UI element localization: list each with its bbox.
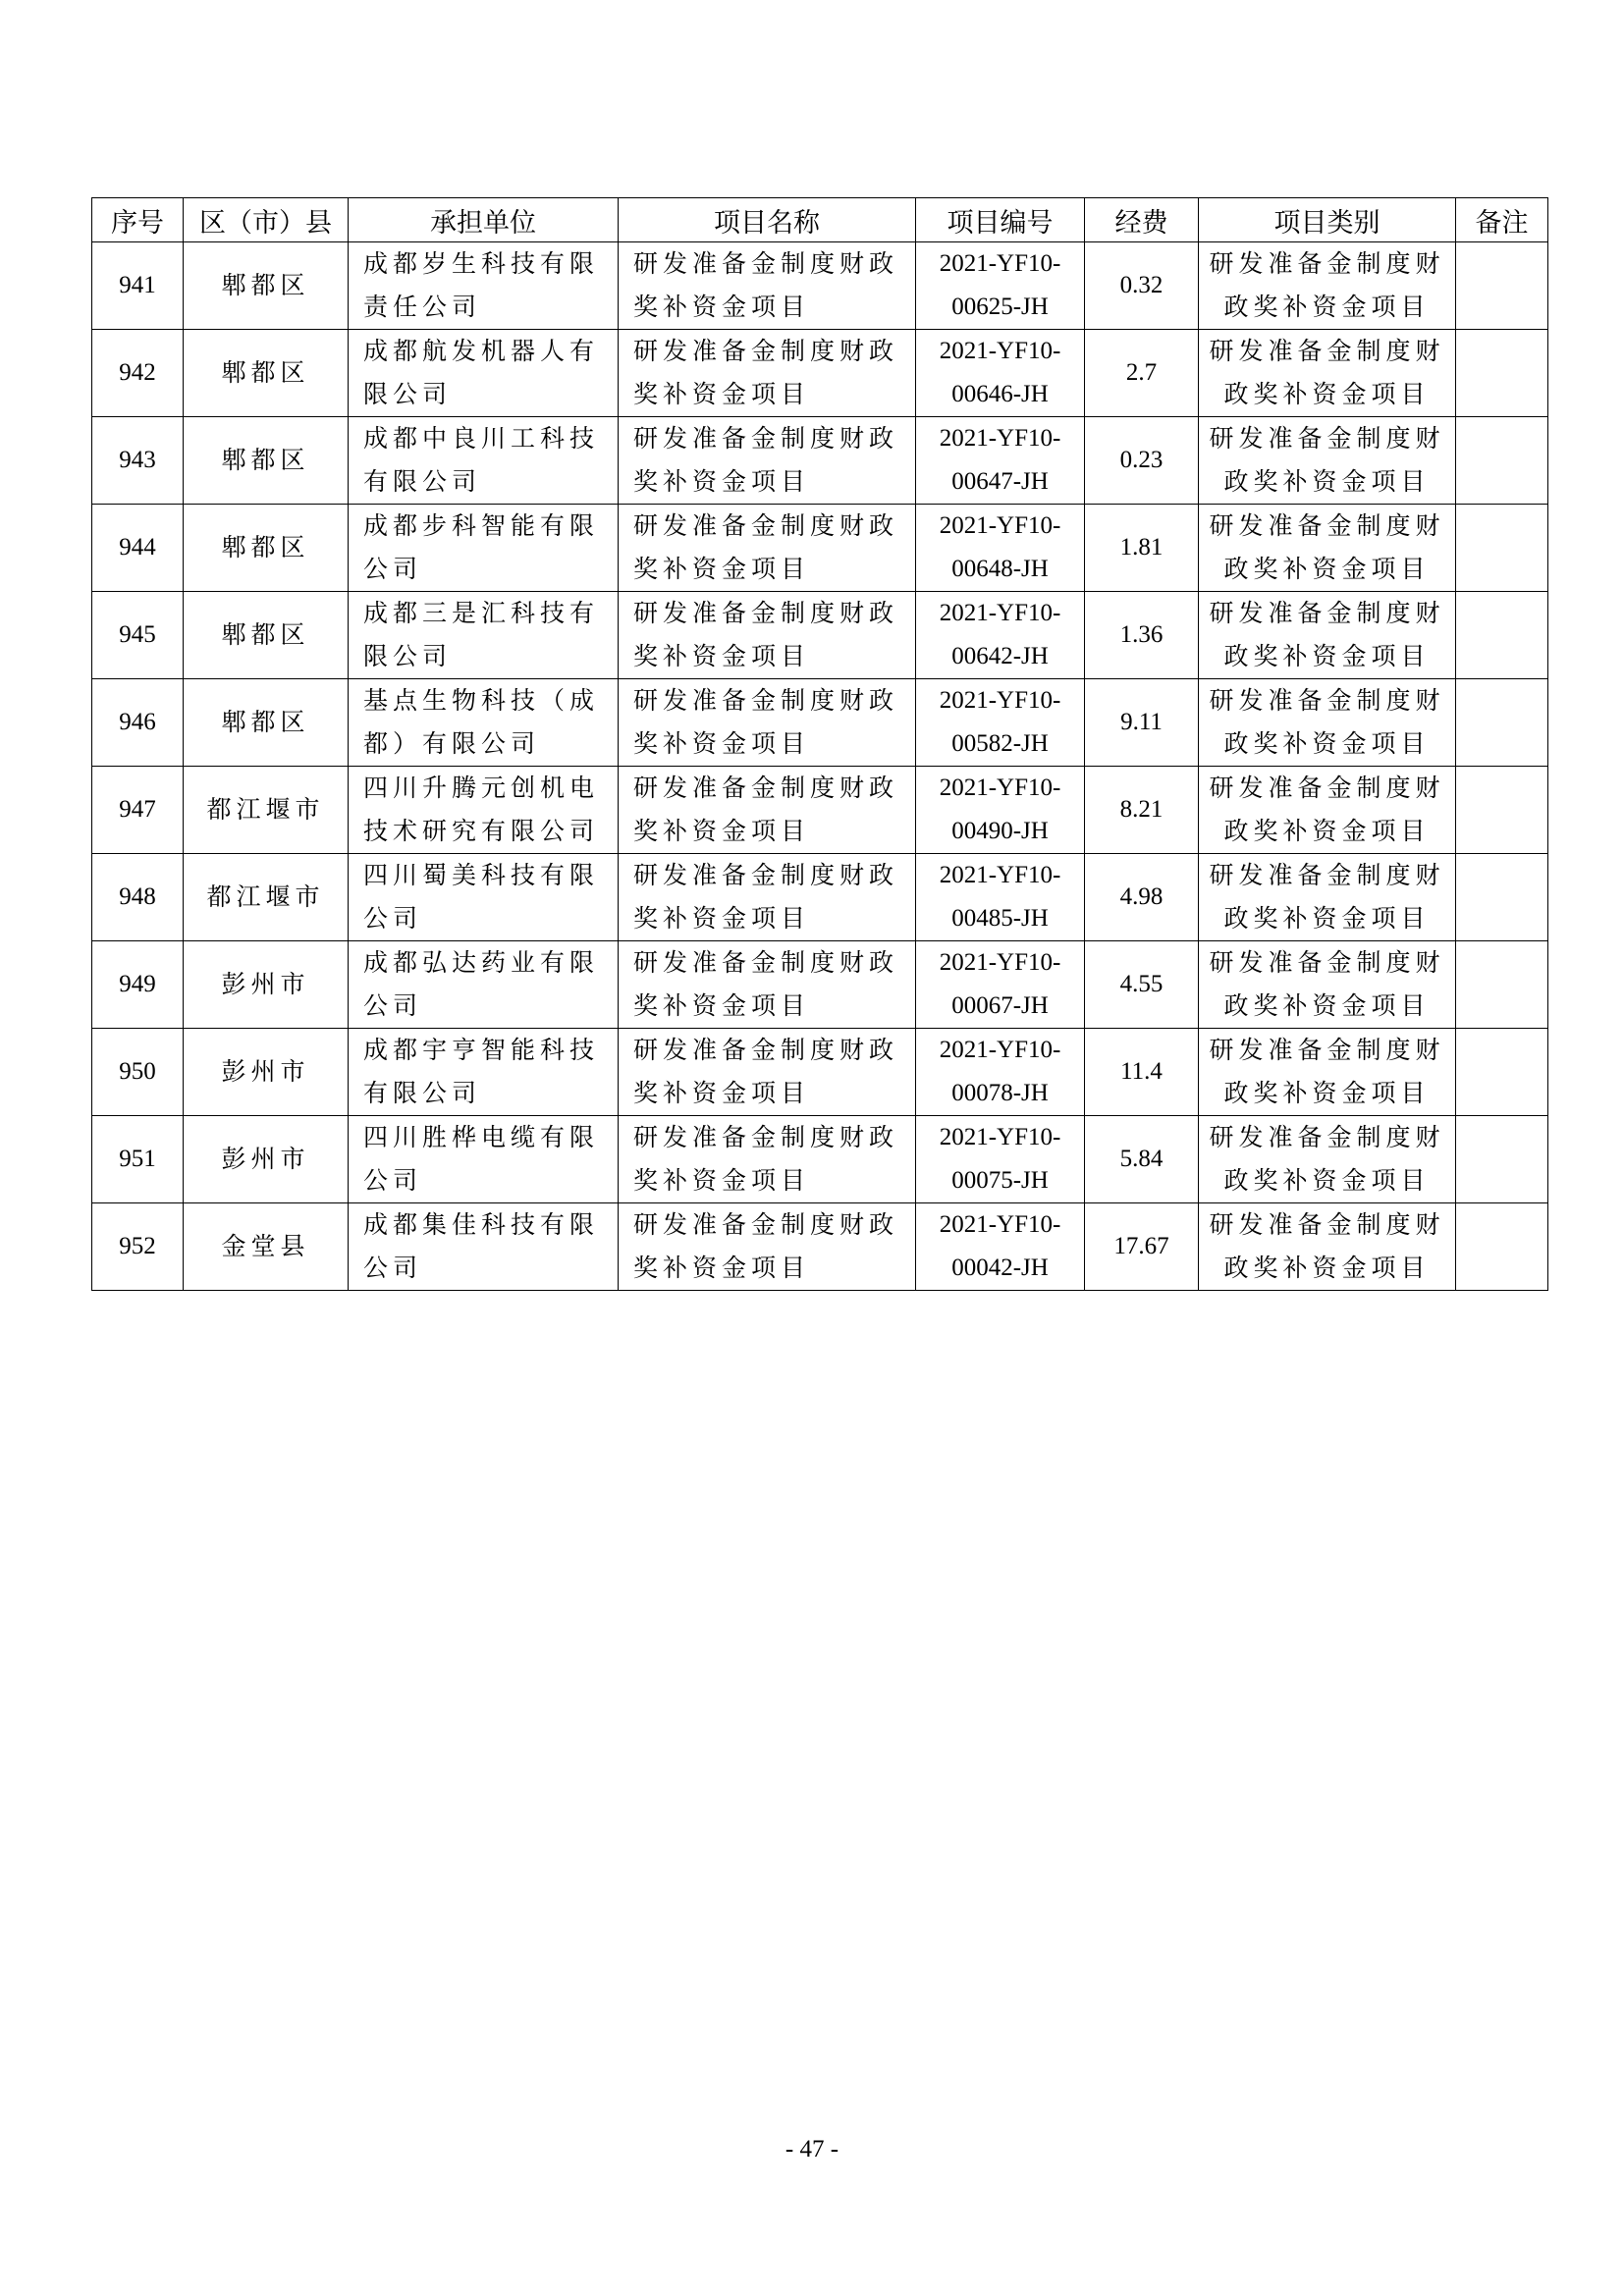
cell-project-name: 研发准备金制度财政奖补资金项目 [619,417,916,505]
table-row [92,1029,1548,1116]
header-category: 项目类别 [1199,198,1456,242]
page-number: - 47 - [785,2136,839,2163]
cell-project-name: 研发准备金制度财政奖补资金项目 [619,767,916,854]
cell-remark [1456,1029,1548,1116]
cell-project-code: 2021-YF10- 00642-JH [916,592,1085,679]
cell-project-name: 研发准备金制度财政奖补资金项目 [619,330,916,417]
cell-remark [1456,679,1548,767]
cell-project-code: 2021-YF10- 00490-JH [916,767,1085,854]
table-row [92,330,1548,417]
cell-remark [1456,1203,1548,1291]
cell-project-code: 2021-YF10- 00647-JH [916,417,1085,505]
cell-project-name: 研发准备金制度财政奖补资金项目 [619,854,916,941]
cell-funding: 11.4 [1085,1029,1199,1116]
cell-unit: 四川升腾元创机电技术研究有限公司 [349,767,619,854]
cell-remark [1456,417,1548,505]
cell-project-code: 2021-YF10- 00078-JH [916,1029,1085,1116]
cell-project-name: 研发准备金制度财政奖补资金项目 [619,1116,916,1203]
cell-district: 郫都区 [184,679,349,767]
cell-unit: 成都中良川工科技有限公司 [349,417,619,505]
cell-unit: 成都弘达药业有限公司 [349,941,619,1029]
cell-district: 彭州市 [184,1029,349,1116]
table-row [92,592,1548,679]
cell-district: 都江堰市 [184,854,349,941]
table-row [92,679,1548,767]
cell-funding: 1.36 [1085,592,1199,679]
cell-unit: 成都航发机器人有限公司 [349,330,619,417]
cell-no: 946 [92,679,184,767]
cell-remark [1456,1116,1548,1203]
cell-funding: 17.67 [1085,1203,1199,1291]
cell-category: 研发准备金制度财政奖补资金项目 [1199,417,1456,505]
table-row [92,417,1548,505]
cell-project-code: 2021-YF10- 00648-JH [916,505,1085,592]
cell-funding: 5.84 [1085,1116,1199,1203]
cell-category: 研发准备金制度财政奖补资金项目 [1199,1203,1456,1291]
cell-no: 941 [92,242,184,330]
cell-funding: 4.55 [1085,941,1199,1029]
cell-project-name: 研发准备金制度财政奖补资金项目 [619,242,916,330]
cell-no: 942 [92,330,184,417]
cell-district: 彭州市 [184,1116,349,1203]
header-remark: 备注 [1456,198,1548,242]
cell-unit: 成都岁生科技有限责任公司 [349,242,619,330]
cell-district: 郫都区 [184,505,349,592]
header-project-name: 项目名称 [619,198,916,242]
cell-no: 948 [92,854,184,941]
cell-remark [1456,854,1548,941]
cell-project-code: 2021-YF10- 00625-JH [916,242,1085,330]
cell-district: 郫都区 [184,330,349,417]
cell-no: 943 [92,417,184,505]
cell-no: 951 [92,1116,184,1203]
cell-project-name: 研发准备金制度财政奖补资金项目 [619,679,916,767]
cell-category: 研发准备金制度财政奖补资金项目 [1199,854,1456,941]
cell-category: 研发准备金制度财政奖补资金项目 [1199,592,1456,679]
table-header-row [92,198,1548,242]
header-funding: 经费 [1085,198,1199,242]
cell-category: 研发准备金制度财政奖补资金项目 [1199,330,1456,417]
cell-remark [1456,592,1548,679]
cell-category: 研发准备金制度财政奖补资金项目 [1199,242,1456,330]
cell-remark [1456,767,1548,854]
cell-unit: 成都宇亨智能科技有限公司 [349,1029,619,1116]
table-body [92,242,1548,1291]
table-row [92,505,1548,592]
cell-unit: 成都集佳科技有限公司 [349,1203,619,1291]
cell-district: 彭州市 [184,941,349,1029]
cell-category: 研发准备金制度财政奖补资金项目 [1199,1116,1456,1203]
cell-project-code: 2021-YF10- 00582-JH [916,679,1085,767]
cell-funding: 9.11 [1085,679,1199,767]
table-row [92,242,1548,330]
cell-no: 945 [92,592,184,679]
cell-district: 郫都区 [184,242,349,330]
cell-funding: 8.21 [1085,767,1199,854]
cell-project-name: 研发准备金制度财政奖补资金项目 [619,941,916,1029]
cell-unit: 四川蜀美科技有限公司 [349,854,619,941]
cell-funding: 1.81 [1085,505,1199,592]
cell-remark [1456,242,1548,330]
cell-unit: 成都三是汇科技有限公司 [349,592,619,679]
cell-category: 研发准备金制度财政奖补资金项目 [1199,941,1456,1029]
cell-project-code: 2021-YF10- 00042-JH [916,1203,1085,1291]
cell-remark [1456,505,1548,592]
cell-funding: 0.32 [1085,242,1199,330]
table-row [92,941,1548,1029]
cell-project-code: 2021-YF10- 00067-JH [916,941,1085,1029]
cell-no: 944 [92,505,184,592]
cell-unit: 基点生物科技（成都）有限公司 [349,679,619,767]
cell-category: 研发准备金制度财政奖补资金项目 [1199,679,1456,767]
table-row [92,767,1548,854]
cell-project-name: 研发准备金制度财政奖补资金项目 [619,1203,916,1291]
header-project-code: 项目编号 [916,198,1085,242]
cell-funding: 2.7 [1085,330,1199,417]
cell-project-name: 研发准备金制度财政奖补资金项目 [619,505,916,592]
table-row [92,1203,1548,1291]
funding-table [91,197,1548,1291]
header-no: 序号 [92,198,184,242]
header-unit: 承担单位 [349,198,619,242]
cell-funding: 4.98 [1085,854,1199,941]
cell-project-name: 研发准备金制度财政奖补资金项目 [619,592,916,679]
cell-no: 947 [92,767,184,854]
cell-category: 研发准备金制度财政奖补资金项目 [1199,1029,1456,1116]
cell-unit: 四川胜桦电缆有限公司 [349,1116,619,1203]
cell-no: 950 [92,1029,184,1116]
cell-remark [1456,941,1548,1029]
cell-remark [1456,330,1548,417]
cell-category: 研发准备金制度财政奖补资金项目 [1199,767,1456,854]
cell-project-name: 研发准备金制度财政奖补资金项目 [619,1029,916,1116]
cell-unit: 成都步科智能有限公司 [349,505,619,592]
cell-project-code: 2021-YF10- 00646-JH [916,330,1085,417]
cell-district: 金堂县 [184,1203,349,1291]
header-district: 区（市）县 [184,198,349,242]
cell-district: 郫都区 [184,592,349,679]
cell-project-code: 2021-YF10- 00075-JH [916,1116,1085,1203]
cell-category: 研发准备金制度财政奖补资金项目 [1199,505,1456,592]
cell-district: 都江堰市 [184,767,349,854]
cell-district: 郫都区 [184,417,349,505]
table-row [92,854,1548,941]
cell-no: 949 [92,941,184,1029]
table-row [92,1116,1548,1203]
cell-funding: 0.23 [1085,417,1199,505]
cell-no: 952 [92,1203,184,1291]
cell-project-code: 2021-YF10- 00485-JH [916,854,1085,941]
